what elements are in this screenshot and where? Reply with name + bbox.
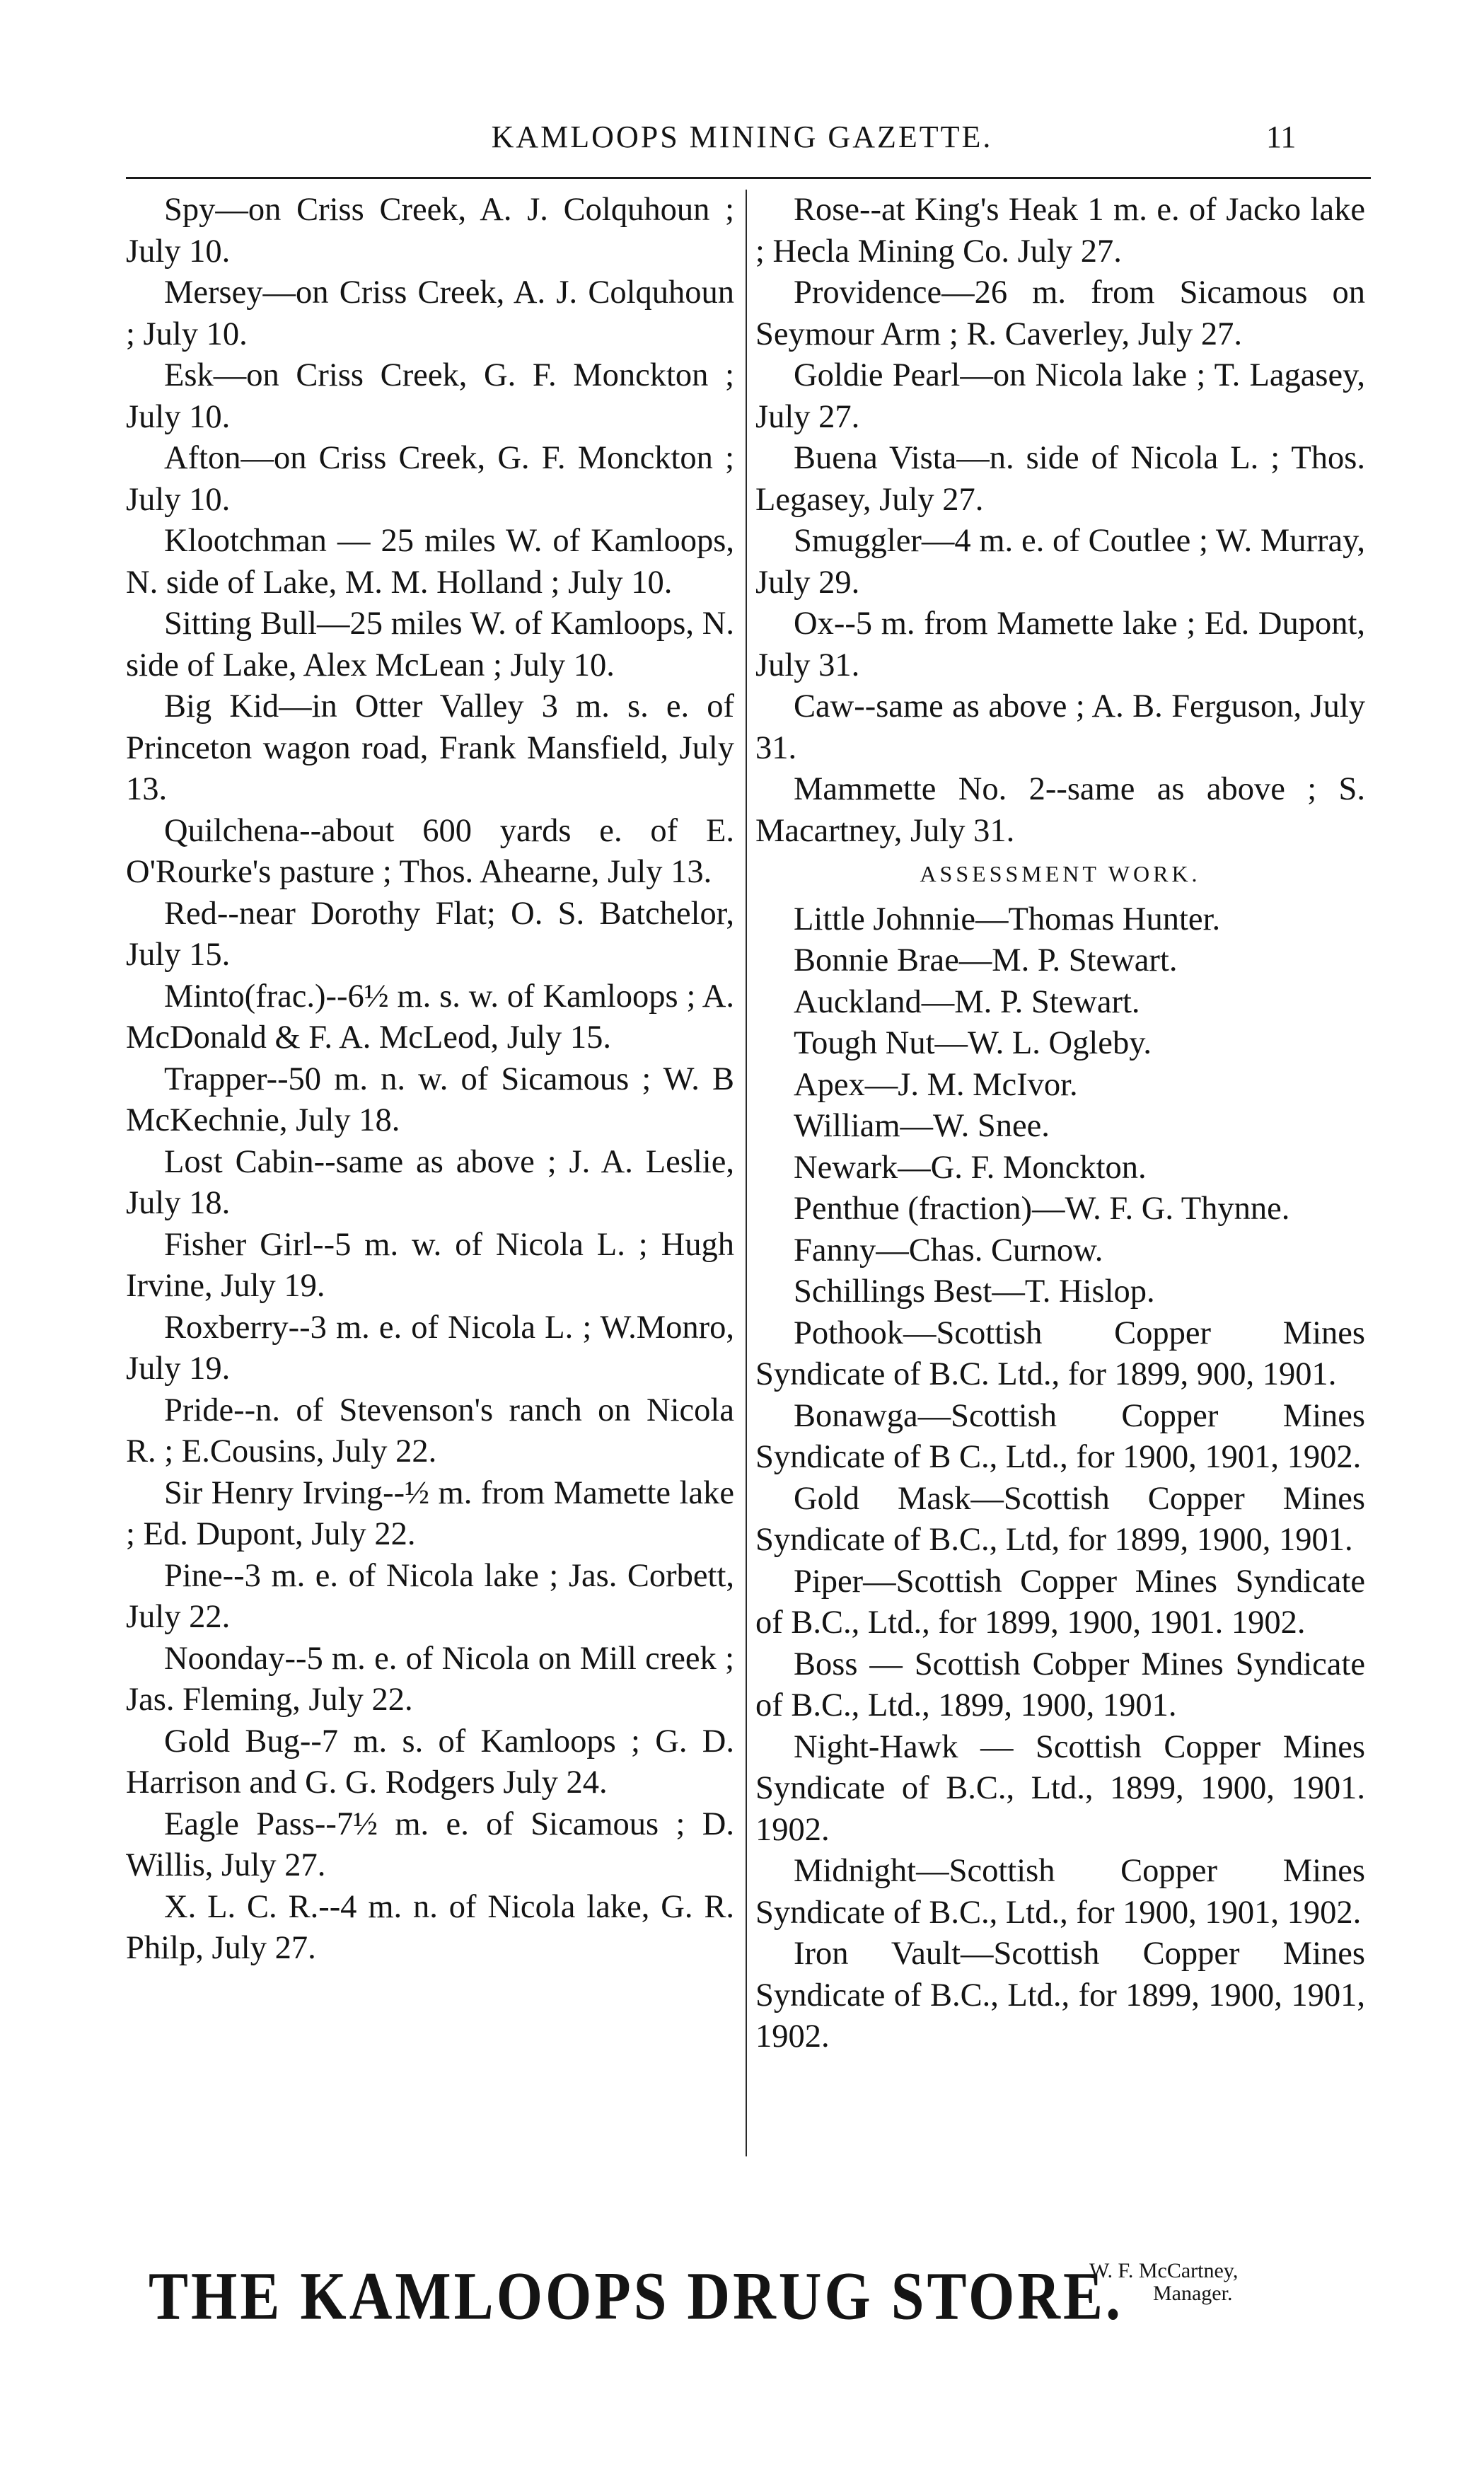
mining-record-entry: Trapper--50 m. n. w. of Sicamous ; W. B McKechnie, July 18. [126,1061,734,1138]
assessment-entry: Fanny—Chas. Curnow. [794,1232,1103,1269]
page-number: 11 [1266,120,1297,154]
mining-record-entry: Rose--at King's Heak 1 m. e. of Jacko lake ; Hecla Mining Co. July 27. [755,192,1365,270]
mining-record-entry: Gold Bug--7 m. s. of Kamloops ; G. D. Harrison and G. G. Rodgers July 24. [126,1723,734,1801]
assessment-entry: Auckland—M. P. Stewart. [794,983,1140,1020]
manager-name: W. F. McCartney, [1089,2259,1239,2282]
mining-record-entry: Caw--same as above ; A. B. Ferguson, July 31. [755,688,1365,766]
mining-record-entry: Providence—26 m. from Sicamous on Seymour Arm ; R. Caverley, July 27. [755,275,1365,352]
assessment-entry: Boss — Scottish Cobper Mines Syndicate of B.C., Ltd., 1899, 1900, 1901. [755,1646,1365,1723]
left-column [126,190,734,1970]
mining-record-entry: Afton—on Criss Creek, G. F. Monckton ; July 10. [126,440,734,518]
assessment-entry: Pothook—Scottish Copper Mines Syndicate of B.C. Ltd., for 1899, 900, 1901. [755,1315,1365,1392]
assessment-entry: Midnight—Scottish Copper Mines Syndicate of B.C., Ltd., for 1900, 1901, 1902. [755,1853,1365,1931]
mining-record-entry: Roxberry--3 m. e. of Nicola L. ; W.Monro, July 19. [126,1309,734,1387]
assessment-entry: Tough Nut—W. L. Ogleby. [794,1025,1152,1061]
mining-record-entry: Buena Vista—n. side of Nicola L. ; Thos. Legasey, July 27. [755,440,1365,518]
mining-record-entry: Lost Cabin--same as above ; J. A. Leslie, July 18. [126,1143,734,1221]
mining-record-entry: Spy—on Criss Creek, A. J. Colquhoun ; July 10. [126,192,734,270]
assessment-entry: Piper—Scottish Copper Mines Syndicate of B.C., Ltd., for 1899, 1900, 1901. 1902. [755,1563,1365,1641]
mining-record-entry: Big Kid—in Otter Valley 3 m. s. e. of Princeton wagon road, Frank Mansfield, July 13. [126,688,734,807]
manager-title: Manager. [1153,2282,1233,2305]
column-divider [746,190,747,2156]
assessment-work-heading: ASSESSMENT WORK. [920,861,1201,886]
assessment-entry: Gold Mask—Scottish Copper Mines Syndicate of B.C., Ltd, for 1899, 1900, 1901. [755,1480,1365,1558]
mining-record-entry: Goldie Pearl—on Nicola lake ; T. Lagasey, July 27. [755,357,1365,435]
mining-record-entry: Eagle Pass--7½ m. e. of Sicamous ; D. Willis, July 27. [126,1806,734,1883]
assessment-entry: Newark—G. F. Monckton. [794,1149,1147,1186]
mining-record-entry: Mersey—on Criss Creek, A. J. Colquhoun ; July 10. [126,275,734,352]
mining-record-entry: Pine--3 m. e. of Nicola lake ; Jas. Corbett, July 22. [126,1557,734,1635]
store-name: THE KAMLOOPS DRUG STORE. [149,2258,1123,2335]
page-header [0,119,1484,168]
mining-record-entry: Sir Henry Irving--½ m. from Mamette lake ; Ed. Dupont, July 22. [126,1474,734,1552]
assessment-entry: Night-Hawk — Scottish Copper Mines Syndicate of B.C., Ltd., 1899, 1900, 1901. 1902. [755,1728,1365,1848]
mining-record-entry: Quilchena--about 600 yards e. of E. O'Rourke's pasture ; Thos. Ahearne, July 13. [126,812,734,890]
manager-credit [1089,2260,1386,2305]
mining-record-entry: X. L. C. R.--4 m. n. of Nicola lake, G. R. Philp, July 27. [126,1888,734,1966]
right-column [755,190,1365,2058]
header-rule [126,177,1371,179]
mining-record-entry: Red--near Dorothy Flat; O. S. Batchelor, July 15. [126,895,734,973]
mining-record-entry: Smuggler—4 m. e. of Coutlee ; W. Murray, July 29. [755,523,1365,601]
assessment-entry: Penthue (fraction)—W. F. G. Thynne. [794,1191,1290,1227]
assessment-entry: Bonawga—Scottish Copper Mines Syndicate of B C., Ltd., for 1900, 1901, 1902. [755,1397,1365,1475]
page-title: KAMLOOPS MINING GAZETTE. [491,120,993,154]
assessment-entry: Little Johnnie—Thomas Hunter. [794,901,1221,937]
assessment-entry: Apex—J. M. McIvor. [794,1066,1078,1103]
assessment-entry: Iron Vault—Scottish Copper Mines Syndicate of B.C., Ltd., for 1899, 1900, 1901, 1902. [755,1936,1365,2055]
mining-record-entry: Pride--n. of Stevenson's ranch on Nicola R. ; E.Cousins, July 22. [126,1392,734,1469]
assessment-entry: Bonnie Brae—M. P. Stewart. [794,942,1178,978]
mining-record-entry: Mammette No. 2--same as above ; S. Macartney, July 31. [755,771,1365,849]
mining-record-entry: Esk—on Criss Creek, G. F. Monckton ; July 10. [126,357,734,435]
mining-record-entry: Fisher Girl--5 m. w. of Nicola L. ; Hugh Irvine, July 19. [126,1226,734,1304]
assessment-entry: William—W. Snee. [794,1108,1050,1144]
assessment-entry: Schillings Best—T. Hislop. [794,1273,1155,1310]
mining-record-entry: Sitting Bull—25 miles W. of Kamloops, N. side of Lake, Alex McLean ; July 10. [126,606,734,683]
mining-record-entry: Minto(frac.)--6½ m. s. w. of Kamloops ; A. McDonald & F. A. McLeod, July 15. [126,978,734,1056]
mining-record-entry: Noonday--5 m. e. of Nicola on Mill creek ; Jas. Fleming, July 22. [126,1640,734,1718]
mining-record-entry: Klootchman — 25 miles W. of Kamloops, N. side of Lake, M. M. Holland ; July 10. [126,523,734,601]
store-advertisement [149,2257,1372,2342]
mining-record-entry: Ox--5 m. from Mamette lake ; Ed. Dupont, July 31. [755,606,1365,683]
